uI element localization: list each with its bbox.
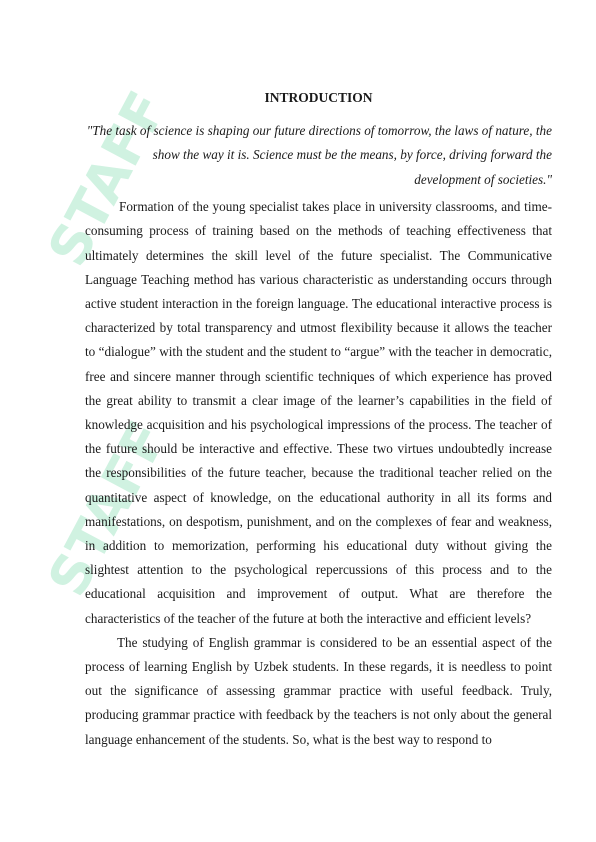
document-page [85, 86, 552, 752]
paragraph-1: Formation of the young specialist takes place in university classrooms, and time-consuming process of training based on the methods of teaching effectiveness that ultimately determines the skill level of the future specialist. The Communicative Language Teaching method has various characteristic as understanding occurs through active student interaction in the foreign language. The educational interactive process is characterized by total transparency and utmost flexibility because it allows the teacher to “dialogue” with the student and the student to “argue” with the teacher in democratic, free and sincere manner through scientific techniques of which experience has proved the great ability to transmit a clear image of the learner’s capabilities in the field of knowledge acquisition and his psychological impressions of the process. The teacher of the future should be interactive and effective. These two virtues undoubtedly increase the responsibilities of the future teacher, because the traditional teacher relied on the quantitative aspect of knowledge, on the educational authority in all its forms and manifestations, on despotism, punishment, and on the complexes of fear and weakness, in addition to memorization, performing his educational duty without giving the slightest attention to the psychological repercussions of this process and to the educational acquisition and improvement of output. What are therefore the characteristics of the teacher of the future at both the interactive and efficient levels? [85, 199, 552, 626]
watermark-text: STAFF [35, 411, 180, 607]
paragraph-2: The studying of English grammar is considered to be an essential aspect of the process of learning English by Uzbek students. In these regards, it is needless to point out the significance of assessing grammar practice with useful feedback. Truly, producing grammar practice with feedback by the teachers is not only about the general language enhancement of the students. So, what is the best way to respond to [85, 634, 552, 747]
watermark-text: STAFF [35, 81, 180, 277]
page-title: INTRODUCTION [264, 90, 373, 105]
epigraph-quote: "The task of science is shaping our future directions of tomorrow, the laws of nature, the show the way it is. Science must be the means, by force, driving forward the development of societies." [86, 123, 552, 187]
